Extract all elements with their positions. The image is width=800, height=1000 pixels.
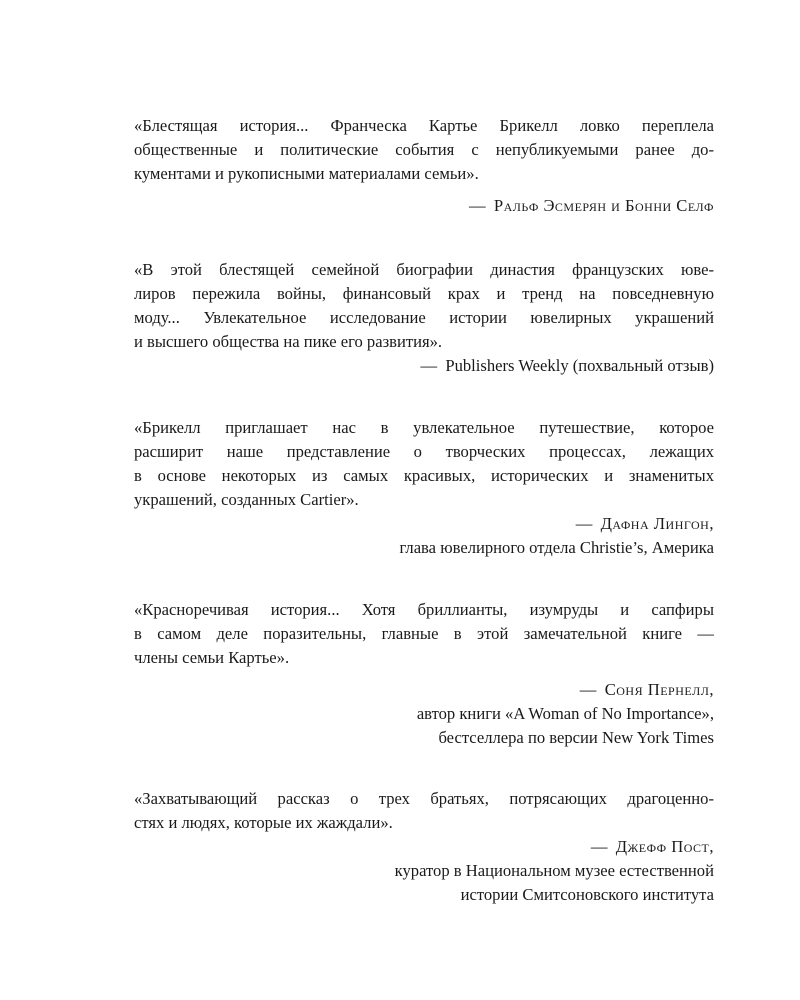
reviewer-detail: истории Смитсоновского института bbox=[460, 885, 714, 904]
praise-page bbox=[134, 114, 714, 907]
attribution-dash: — bbox=[420, 356, 438, 375]
reviewer-name: Publishers Weekly (похвальный отзыв) bbox=[445, 356, 714, 375]
reviewer-detail: куратор в Национальном музее естественной bbox=[394, 861, 714, 880]
attribution-name-line bbox=[134, 678, 714, 702]
attribution-dash: — bbox=[579, 680, 597, 699]
reviewer-detail: автор книги «A Woman of No Importance», bbox=[416, 704, 714, 723]
review-purnell bbox=[134, 598, 714, 750]
quote-line: стях и людях, которые их жаждали». bbox=[134, 813, 393, 832]
quote-line: «Захватывающий рассказ о трех братьях, потрясающих драгоценно- bbox=[134, 789, 714, 808]
quote-line: украшений, созданных Cartier». bbox=[134, 490, 359, 509]
review-attribution bbox=[134, 354, 714, 378]
quote-line: расширит наше представление о творческих процессах, лежащих bbox=[134, 442, 714, 461]
attribution-name-line bbox=[134, 512, 714, 536]
quote-line: члены семьи Картье». bbox=[134, 648, 290, 667]
attribution-dash: — bbox=[575, 514, 593, 533]
quote-line: «Брикелл приглашает нас в увлекательное путешествие, которое bbox=[134, 418, 714, 437]
review-attribution bbox=[134, 835, 714, 907]
quote-line: кументами и рукописными материалами семьи». bbox=[134, 164, 479, 183]
reviewer-name: Дафна Лингон, bbox=[600, 514, 714, 533]
review-quote bbox=[134, 598, 714, 670]
quote-line: «Красноречивая история... Хотя бриллианты, изумруды и сапфиры bbox=[134, 600, 714, 619]
review-quote bbox=[134, 114, 714, 186]
quote-line: «Блестящая история... Франческа Картье Брикелл ловко переплела bbox=[134, 116, 714, 135]
quote-line: моду... Увлекательное исследование истории ювелирных украшений bbox=[134, 308, 714, 327]
review-esmerian bbox=[134, 114, 714, 218]
quote-line: общественные и политические события с непубликуемыми ранее до- bbox=[134, 140, 714, 159]
reviewer-name: Ральф Эсмерян и Бонни Селф bbox=[493, 196, 714, 215]
reviewer-name: Соня Пернелл, bbox=[604, 680, 714, 699]
quote-line: в основе некоторых из самых красивых, исторических и знаменитых bbox=[134, 466, 714, 485]
review-publishers-weekly bbox=[134, 258, 714, 378]
reviewer-detail: бестселлера по версии New York Times bbox=[438, 728, 714, 747]
quote-line: в самом деле поразительны, главные в этой замечательной книге — bbox=[134, 624, 714, 643]
quote-line: лиров пережила войны, финансовый крах и тренд на повседневную bbox=[134, 284, 714, 303]
review-lingon bbox=[134, 416, 714, 560]
attribution-name-line bbox=[134, 354, 714, 378]
review-quote bbox=[134, 416, 714, 512]
attribution-dash: — bbox=[590, 837, 608, 856]
review-post bbox=[134, 787, 714, 907]
quote-line: и высшего общества на пике его развития». bbox=[134, 332, 443, 351]
quote-line: «В этой блестящей семейной биографии династия французских юве- bbox=[134, 260, 714, 279]
reviewer-detail: глава ювелирного отдела Christie’s, Америка bbox=[399, 538, 714, 557]
reviewer-name: Джефф Пост, bbox=[615, 837, 714, 856]
review-attribution bbox=[134, 512, 714, 560]
review-attribution bbox=[134, 194, 714, 218]
review-quote bbox=[134, 258, 714, 354]
attribution-dash: — bbox=[469, 196, 486, 215]
attribution-name-line bbox=[134, 835, 714, 859]
review-attribution bbox=[134, 678, 714, 750]
attribution-name-line bbox=[134, 194, 714, 218]
review-quote bbox=[134, 787, 714, 835]
